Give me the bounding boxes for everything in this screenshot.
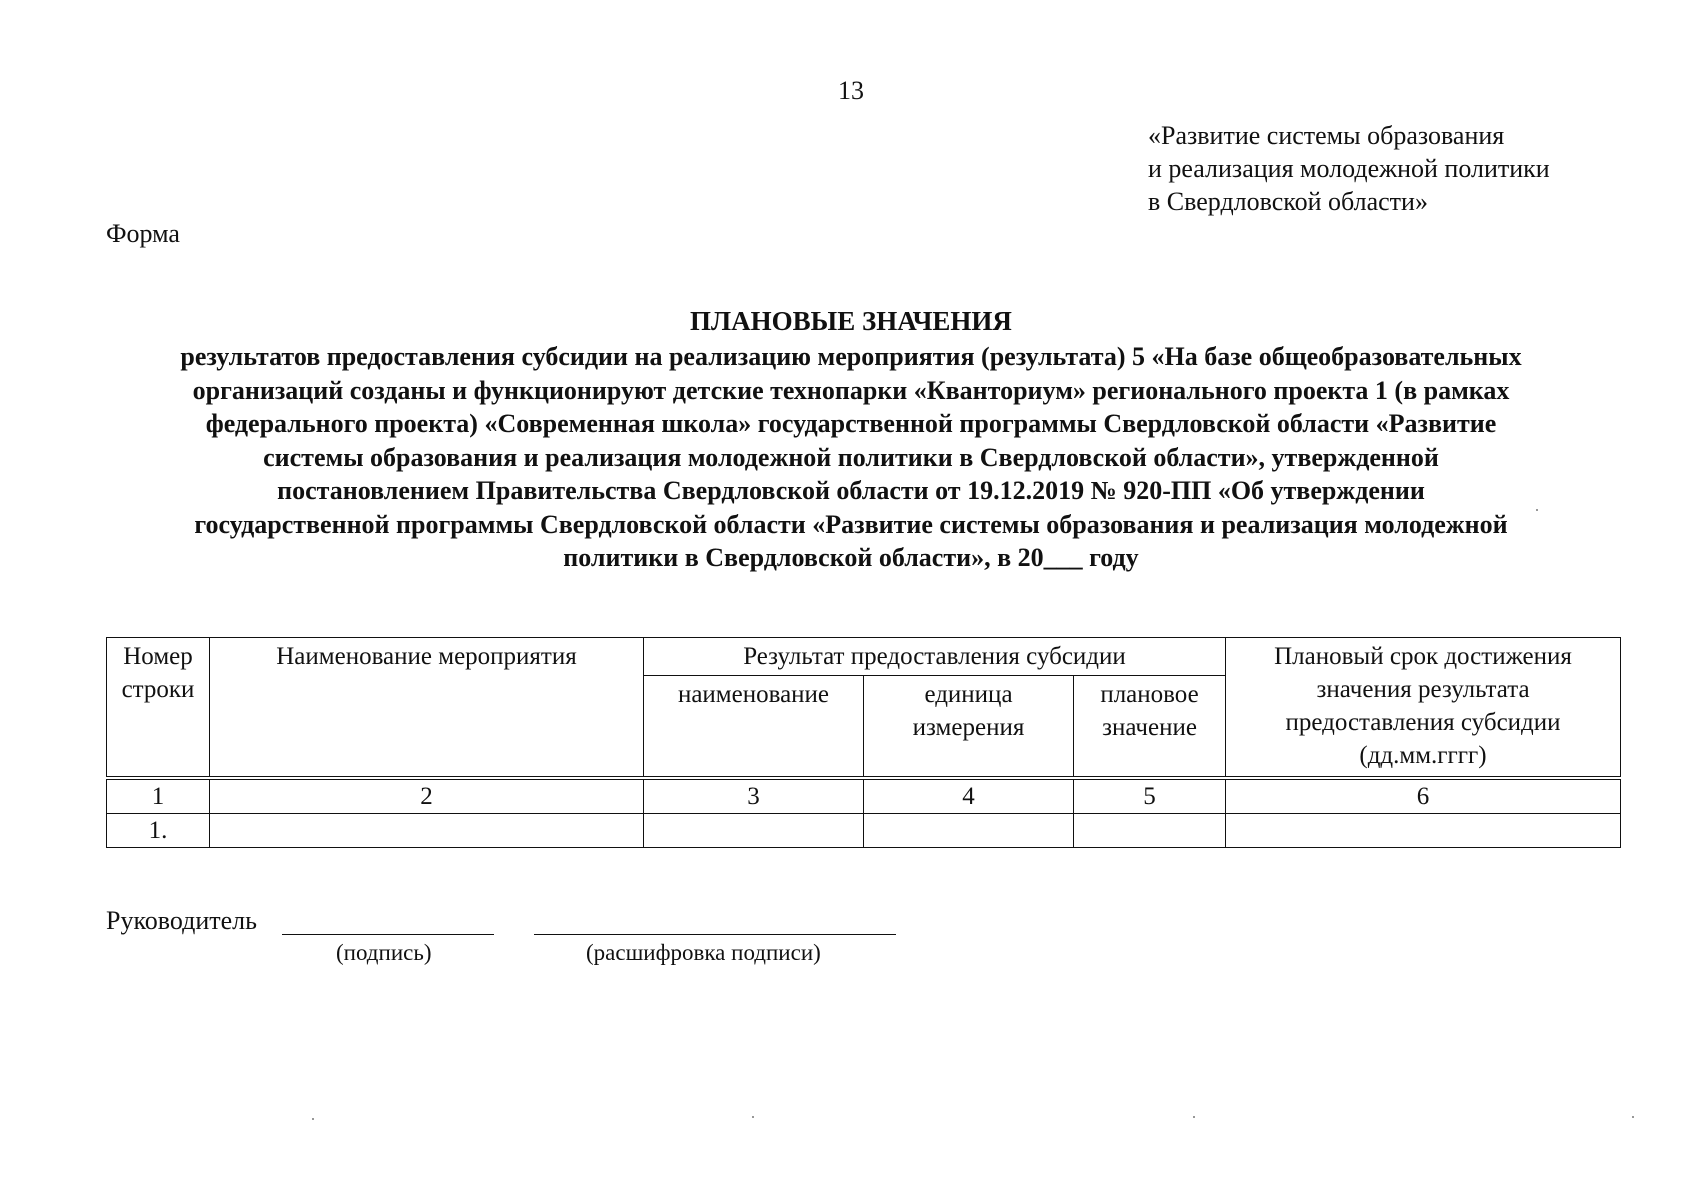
row-number-cell: 1. (107, 814, 210, 848)
scan-speck (1193, 1116, 1195, 1118)
deadline-cell (1226, 814, 1621, 848)
document-subtitle (100, 340, 1602, 575)
signature-line (282, 934, 494, 935)
annex-line: «Развитие системы образования (1148, 121, 1505, 150)
header-planned-value: плановое значение (1074, 676, 1226, 779)
signature-decoding-line (534, 934, 896, 935)
subtitle-line: федерального проекта) «Современная школа» государственной программы Свердловской области «Развитие (205, 409, 1497, 438)
subtitle-line: системы образования и реализация молодежной политики в Свердловской области», утвержденной (263, 442, 1439, 472)
form-label: Форма (106, 219, 180, 248)
column-number-row (107, 778, 1621, 814)
column-number-cell: 4 (864, 778, 1074, 814)
signature-label: Руководитель (106, 906, 257, 935)
subtitle-line: постановлением Правительства Свердловской области от 19.12.2019 № 920-ПП «Об утверждении (277, 476, 1425, 505)
header-event-name: Наименование мероприятия (210, 638, 644, 779)
unit-cell (864, 814, 1074, 848)
header-row-number: Номер строки (107, 638, 210, 779)
signature-decoding-caption: (расшифровка подписи) (586, 940, 821, 965)
column-number-cell: 3 (644, 778, 864, 814)
subtitle-line: политики в Свердловской области», в 20___ году (563, 543, 1139, 572)
table-row (107, 814, 1621, 848)
signature-caption: (подпись) (336, 940, 432, 965)
column-number-cell: 2 (210, 778, 644, 814)
subtitle-line: государственной программы Свердловской области «Развитие системы образования и реализация молодежной (194, 509, 1508, 539)
result-name-cell (644, 814, 864, 848)
header-deadline: Плановый срок достижения значения результата предоставления субсидии (дд.мм.гггг) (1226, 638, 1621, 779)
scan-speck (312, 1118, 314, 1120)
column-number-cell: 6 (1226, 778, 1621, 814)
subtitle-line: организаций созданы и функционируют детские технопарки «Кванториум» регионального проекта 1 (в рамках (192, 375, 1510, 405)
header-result-name: наименование (644, 676, 864, 779)
planned-values-table (106, 637, 1620, 848)
header-unit: единица измерения (864, 676, 1074, 779)
header-result-group: Результат предоставления субсидии (644, 638, 1226, 676)
page-number: 13 (838, 76, 864, 105)
subtitle-line: результатов предоставления субсидии на реализацию мероприятия (результата) 5 «На базе общеобразовательных (180, 342, 1522, 371)
scan-speck (752, 1116, 754, 1118)
column-number-cell: 5 (1074, 778, 1226, 814)
scan-speck (1632, 1116, 1634, 1118)
column-number-cell: 1 (107, 778, 210, 814)
annex-block (1148, 119, 1550, 218)
planned-value-cell (1074, 814, 1226, 848)
document-title: ПЛАНОВЫЕ ЗНАЧЕНИЯ (690, 306, 1012, 336)
scan-speck (1536, 509, 1538, 511)
annex-line: в Свердловской области» (1148, 187, 1428, 216)
event-cell (210, 814, 644, 848)
annex-line: и реализация молодежной политики (1148, 154, 1550, 183)
